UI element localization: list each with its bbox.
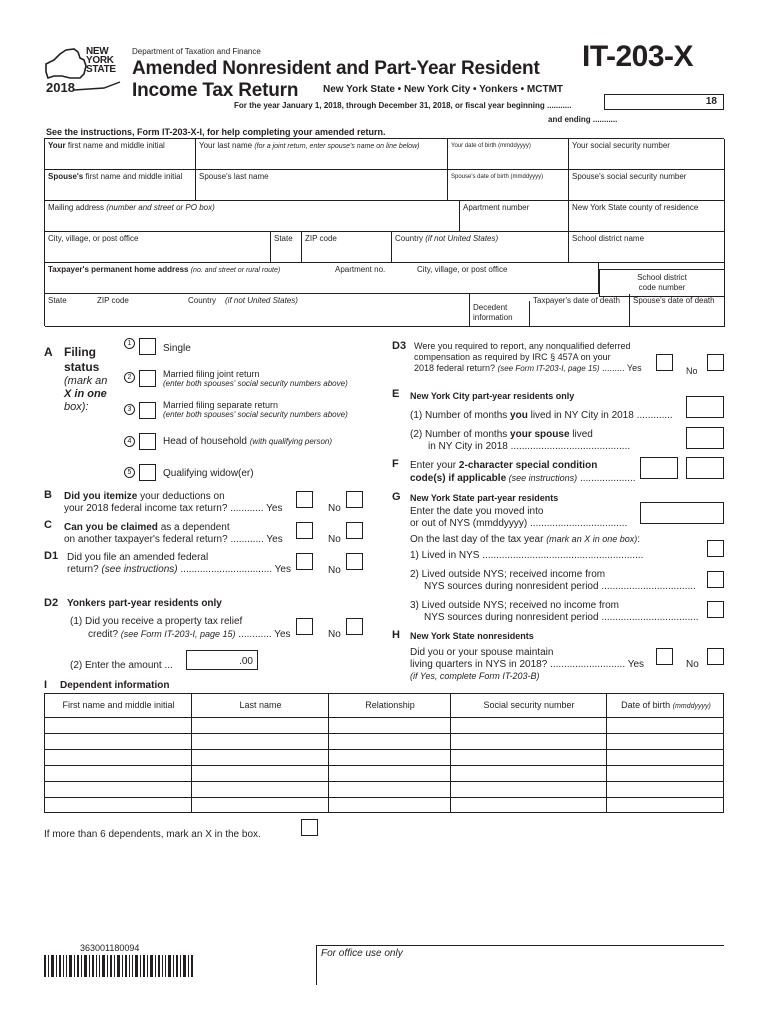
- office-use-label: For office use only: [321, 948, 403, 959]
- nyc-title: New York City part-year residents only: [410, 391, 575, 401]
- yonkers-amount-cents: .00: [239, 656, 253, 667]
- barcode-icon: [44, 955, 194, 977]
- table-row[interactable]: [45, 797, 723, 798]
- filing-joint-checkbox[interactable]: [139, 370, 156, 387]
- spouse-last-name-field[interactable]: Spouse's last name: [196, 170, 448, 201]
- dependent-no-label: No: [328, 534, 341, 545]
- section-a-letter: A: [44, 345, 53, 359]
- nyc-months-spouse-label: (2) Number of months your spouse lived in NY City in 2018 ...........................................: [410, 429, 631, 452]
- barcode: [44, 955, 194, 977]
- living-quarters-question: Did you or your spouse maintain living quarters in NYS in 2018? ........................... Yes: [410, 647, 645, 670]
- yonkers-q2-label: (2) Enter the amount ...: [70, 660, 173, 671]
- country-field[interactable]: Country (if not United States): [392, 232, 569, 263]
- ending-line: and ending ...........: [548, 115, 618, 124]
- section-f-letter: F: [392, 458, 399, 470]
- more-dependents-label: If more than 6 dependents, mark an X in the box.: [44, 829, 261, 840]
- form-number: IT-203-X: [582, 40, 694, 73]
- section-d2-letter: D2: [44, 597, 59, 609]
- amended-federal-no-label: No: [328, 565, 341, 576]
- filing-joint-note: (enter both spouses' social security numbers above): [163, 379, 348, 388]
- table-row[interactable]: [45, 733, 723, 734]
- filing-head-of-household-label: Head of household (with qualifying person): [163, 436, 333, 447]
- deferred-comp-yes-checkbox[interactable]: [656, 354, 673, 371]
- your-dob-field[interactable]: Your date of birth (mmddyyyy): [448, 139, 569, 170]
- table-row[interactable]: [45, 765, 723, 766]
- section-h-letter: H: [392, 629, 400, 641]
- lived-in-nys-label: 1) Lived in NYS ..........................................................: [410, 550, 644, 561]
- deferred-comp-no-checkbox[interactable]: [707, 354, 724, 371]
- office-use-box: [316, 945, 724, 985]
- deferred-comp-no-label: No: [686, 366, 698, 376]
- school-district-field[interactable]: School district name: [569, 232, 725, 263]
- instructions-note: See the instructions, Form IT-203-X-I, for help completing your amended return.: [46, 127, 386, 137]
- itemize-no-label: No: [328, 503, 341, 514]
- outside-no-income-checkbox[interactable]: [707, 601, 724, 618]
- your-last-name-field[interactable]: Your last name (for a joint return, enter spouse's name on line below): [196, 139, 448, 170]
- taxpayer-info-grid: [44, 138, 724, 326]
- dependent-no-checkbox[interactable]: [346, 522, 363, 539]
- special-condition-code-1[interactable]: [640, 457, 678, 479]
- outside-with-income-checkbox[interactable]: [707, 571, 724, 588]
- more-dependents-checkbox[interactable]: [301, 819, 318, 836]
- section-d1-letter: D1: [44, 550, 59, 562]
- dependent-info-title: Dependent information: [60, 680, 170, 691]
- filing-option-4-number: 4: [124, 436, 135, 447]
- dep-col-first-name: First name and middle initial: [62, 700, 175, 710]
- taxpayer-date-of-death-field[interactable]: Taxpayer's date of death: [530, 294, 630, 327]
- department-name: Department of Taxation and Finance: [132, 47, 261, 56]
- yonkers-relief-no-checkbox[interactable]: [346, 618, 363, 635]
- yonkers-q1: (1) Did you receive a property tax relief credit? (see Form IT-203-I, page 15) ............ Yes: [70, 616, 291, 640]
- section-d1-question: Did you file an amended federal return? (see instructions) ................................. Yes: [67, 552, 291, 575]
- section-g-letter: G: [392, 491, 401, 503]
- dep-col-dob: Date of birth (mmddyyyy): [621, 700, 711, 710]
- state-field[interactable]: State: [271, 232, 302, 263]
- tax-year-line: For the year January 1, 2018, through December 31, 2018, or fiscal year beginning ...........: [234, 101, 572, 110]
- section-d3-letter: D3: [392, 340, 407, 352]
- filing-single-checkbox[interactable]: [139, 338, 156, 355]
- filing-option-3-number: 3: [124, 404, 135, 415]
- nys-part-year-title: New York State part-year residents: [410, 493, 559, 503]
- filing-separate-note: (enter both spouses' social security numbers above): [163, 410, 348, 419]
- filing-widow-checkbox[interactable]: [139, 464, 156, 481]
- form-title-line2: Income Tax Return: [132, 80, 299, 101]
- decedent-label: Decedent information: [470, 301, 530, 327]
- dependents-table: [44, 693, 724, 813]
- filing-status-title: Filing status: [64, 345, 100, 374]
- yonkers-title: Yonkers part-year residents only: [67, 598, 222, 609]
- filing-separate-checkbox[interactable]: [139, 402, 156, 419]
- dep-col-last-name: Last name: [239, 700, 282, 710]
- section-b-question: Did you itemize your deductions on your 2018 federal income tax return? ............ Yes: [64, 491, 283, 514]
- school-district-code-field[interactable]: School district code number: [599, 269, 725, 297]
- apartment-number-field[interactable]: Apartment number: [460, 201, 569, 232]
- section-i-letter: I: [44, 679, 48, 691]
- living-quarters-no-label: No: [686, 659, 699, 670]
- yonkers-relief-yes-checkbox[interactable]: [296, 618, 313, 635]
- barcode-number: 363001180094: [80, 943, 140, 953]
- form-it203b-note: (if Yes, complete Form IT-203-B): [410, 671, 540, 681]
- spouse-date-of-death-field[interactable]: Spouse's date of death: [630, 294, 725, 327]
- special-condition-code-2[interactable]: [686, 457, 724, 479]
- outside-with-income-label: 2) Lived outside NYS; received income from NYS sources during nonresident period ..................................: [410, 569, 696, 592]
- spouse-dob-field[interactable]: Spouse's date of birth (mmddyyyy): [448, 170, 569, 201]
- section-e-letter: E: [392, 388, 400, 400]
- last-day-label: On the last day of the tax year (mark an X in one box):: [410, 534, 641, 545]
- dep-col-relationship: Relationship: [365, 700, 415, 710]
- logo-year: 2018: [46, 80, 75, 95]
- filing-single-label: Single: [163, 343, 191, 354]
- jurisdictions: New York State • New York City • Yonkers • MCTMT: [323, 84, 564, 95]
- filing-head-of-household-checkbox[interactable]: [139, 433, 156, 450]
- mailing-address-field[interactable]: Mailing address (number and street or PO box): [45, 201, 460, 232]
- amended-federal-yes-checkbox[interactable]: [296, 553, 313, 570]
- logo-text: NEW YORK STATE: [86, 46, 116, 75]
- living-quarters-no-checkbox[interactable]: [707, 648, 724, 665]
- dependent-yes-checkbox[interactable]: [296, 522, 313, 539]
- table-row[interactable]: [45, 781, 723, 782]
- spouse-first-name-field[interactable]: Spouse's first name and middle initial: [45, 170, 196, 201]
- filing-widow-label: Qualifying widow(er): [163, 468, 254, 479]
- nyc-months-you-field[interactable]: [686, 396, 724, 418]
- yonkers-amount-field[interactable]: [186, 650, 258, 670]
- your-ssn-field[interactable]: Your social security number: [569, 139, 725, 170]
- itemize-yes-checkbox[interactable]: [296, 491, 313, 508]
- fiscal-year-box[interactable]: 18: [604, 94, 724, 110]
- outside-no-income-label: 3) Lived outside NYS; received no income from NYS sources during nonresident period ...................................: [410, 600, 699, 623]
- section-c-letter: C: [44, 519, 52, 531]
- itemize-no-checkbox[interactable]: [346, 491, 363, 508]
- living-quarters-yes-checkbox[interactable]: [656, 648, 673, 665]
- section-b-letter: B: [44, 489, 52, 501]
- filing-option-2-number: 2: [124, 372, 135, 383]
- spouse-ssn-field[interactable]: Spouse's social security number: [569, 170, 725, 201]
- nys-nonresidents-title: New York State nonresidents: [410, 631, 534, 641]
- section-c-question: Can you be claimed as a dependent on another taxpayer's federal return? ............ Yes: [64, 522, 283, 545]
- permanent-home-address-field[interactable]: Taxpayer's permanent home address (no. and street or rural route) Apartment no. City, village, or post office: [45, 263, 599, 294]
- filing-separate-label: Married filing separate return: [163, 400, 279, 410]
- yonkers-relief-no-label: No: [328, 629, 341, 640]
- special-condition-label: Enter your 2-character special condition code(s) if applicable (see instructions) ....................: [410, 460, 636, 484]
- county-field[interactable]: New York State county of residence: [569, 201, 725, 232]
- nyc-months-spouse-field[interactable]: [686, 427, 724, 449]
- dep-col-ssn: Social security number: [483, 700, 575, 710]
- lived-in-nys-checkbox[interactable]: [707, 540, 724, 557]
- move-date-label: Enter the date you moved into or out of NYS (mmddyyyy) ...................................: [410, 506, 628, 529]
- table-row[interactable]: [45, 749, 723, 750]
- state-logo: [44, 46, 122, 98]
- filing-option-5-number: 5: [124, 467, 135, 478]
- zip-field[interactable]: ZIP code: [302, 232, 392, 263]
- nyc-months-you-label: (1) Number of months you lived in NY City in 2018 .............: [410, 410, 673, 421]
- city-field[interactable]: City, village, or post office: [45, 232, 271, 263]
- amended-federal-no-checkbox[interactable]: [346, 553, 363, 570]
- section-d3-question: Were you required to report, any nonqualified deferred compensation as required by IRC § 457A on your 2018 federal return? (see Form IT-203-I, page 15) ......... Yes: [414, 341, 642, 373]
- your-first-name-field[interactable]: Your first name and middle initial: [45, 139, 196, 170]
- form-title-line1: Amended Nonresident and Part-Year Resident: [132, 58, 540, 79]
- filing-option-1-number: 1: [124, 338, 135, 349]
- permanent-state-zip-country-field[interactable]: State ZIP code Country (if not United States): [45, 294, 470, 327]
- filing-status-note: (mark an X in one box):: [64, 375, 108, 413]
- filing-joint-label: Married filing joint return: [163, 369, 260, 379]
- move-date-field[interactable]: [640, 502, 724, 524]
